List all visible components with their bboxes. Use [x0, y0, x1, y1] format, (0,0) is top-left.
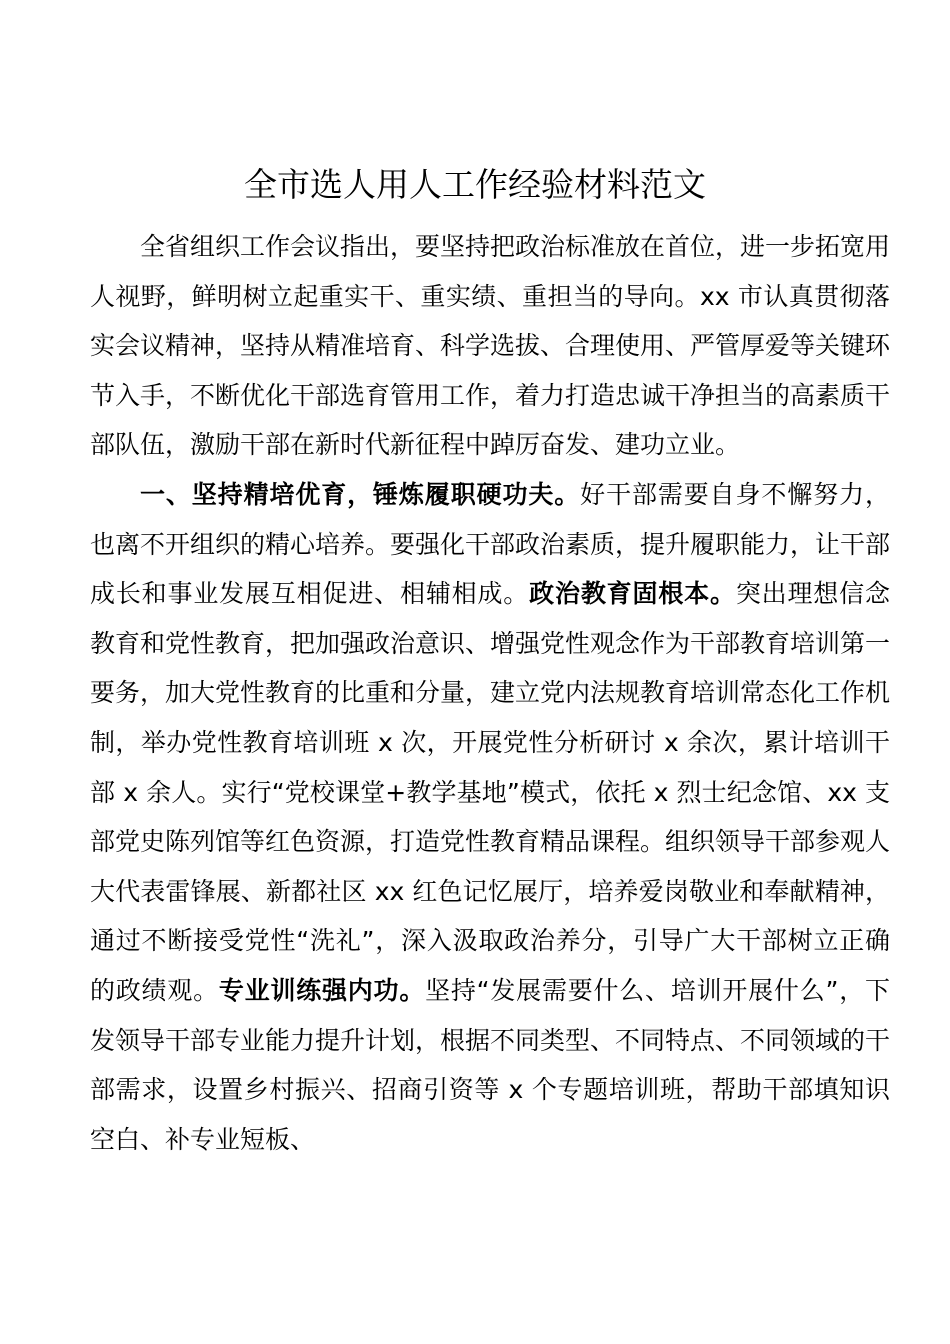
- subheading-professional-training: 专业训练强内功。: [218, 975, 426, 1005]
- document-title: 全市选人用人工作经验材料范文: [244, 165, 706, 204]
- document-body: [90, 222, 890, 1164]
- subheading-political-education: 政治教育固根本。: [529, 579, 736, 609]
- paragraph-text: 好干部需要自身不懈努力，也离不开组织的精心培养。要强化干部政治素质，提升履职能力，让干部成长和事业发展互相促进、相辅相成。: [90, 479, 891, 609]
- section-heading: 一、坚持精培优育，锤炼履职硬功夫。: [140, 479, 581, 509]
- paragraph-intro: [90, 222, 890, 470]
- paragraph-text: 突出理想信念教育和党性教育，把加强政治意识、增强党性观念作为干部教育培训第一要务，加大党性教育的比重和分量，建立党内法规教育培训常态化工作机制，举办党性教育培训班 x 次，开展党性分析研讨 x 余次，累计培训干部 x 余人。实行“党校课堂+教学基地”模式，依托 x 烈士纪念馆、xx 支部党史陈列馆等红色资源，打造党性教育精品课程。组织领导干部参观人大代表雷锋展、新都社区 xx 红色记忆展厅，培养爱岗敬业和奉献精神，通过不断接受党性“洗礼”，深入汲取政治养分，引导广大干部树立正确的政绩观。: [90, 579, 891, 1005]
- paragraph-text: 全省组织工作会议指出，要坚持把政治标准放在首位，进一步拓宽用人视野，鲜明树立起重实干、重实绩、重担当的导向。xx 市认真贯彻落实会议精神，坚持从精准培育、科学选拔、合理使用、严管厚爱等关键环节入手，不断优化干部选育管用工作，着力打造忠诚干净担当的高素质干部队伍，激励干部在新时代新征程中踔厉奋发、建功立业。: [90, 232, 891, 460]
- paragraph-section-one: [90, 470, 890, 1164]
- paragraph-text: 坚持“发展需要什么、培训开展什么”，下发领导干部专业能力提升计划，根据不同类型、不同特点、不同领域的干部需求，设置乡村振兴、招商引资等 x 个专题培训班，帮助干部填知识空白、补专业短板、: [90, 975, 891, 1154]
